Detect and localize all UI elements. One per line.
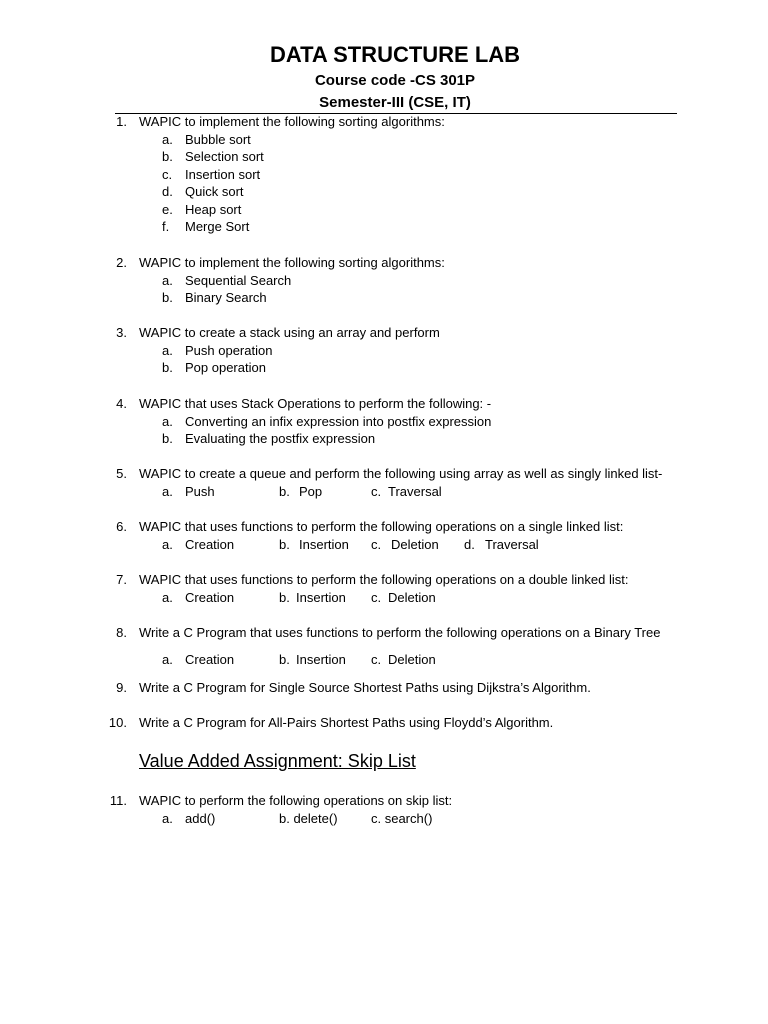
semester-line: Semester-III (CSE, IT) bbox=[319, 94, 471, 111]
document-page: DATA STRUCTURE LAB Course code -CS 301P Semester-III (CSE, IT) 1. WAPIC to implement the following sorting algorithms: a. Bubble sort b. Selection sort c. Insertion sort d. Quick sort e. Heap sort f. Merge Sort 2. WAPIC to implement the following sorting algorithms: a. Sequential Search b. Binary Search 3. WAPIC to create a stack using an array and perform a. Push operation b. Pop operation 4. WAPIC that uses Stack Operations to perform the following: - a. Converting an infix expression into postfix expression b. Evaluating the postfix expression 5. WAPIC to create a queue and perform the following using array as well as singly linked list- a. Push b. Pop c. Traversal 6. WAPIC that uses functions to perform the following operations on a single linked list: a. Creation b. Insertion c. Deletion d. Traversal 7. WAPIC that uses functions to perform the following operations on a double linked list: a. Creation b. Insertion c. Deletion 8. Write a C Program that uses functions to perform the following operations on a Binary Tree a. Creation b. Insertion c. Deletion 9. Write a C Program for Single Source Shortest Paths using Dijkstra’s Algorithm. 10. Write a C Program for All-Pairs Shortest Paths using Floydd’s Algorithm. Value Added Assignment: Skip List 11. WAPIC to perform the following operations on skip list: a. add() b. delete() c. search() bbox=[0, 0, 768, 1024]
course-code: Course code -CS 301P bbox=[314, 72, 476, 89]
document-title: DATA STRUCTURE LAB bbox=[269, 42, 521, 67]
value-added-heading: Value Added Assignment: Skip List bbox=[139, 751, 416, 771]
